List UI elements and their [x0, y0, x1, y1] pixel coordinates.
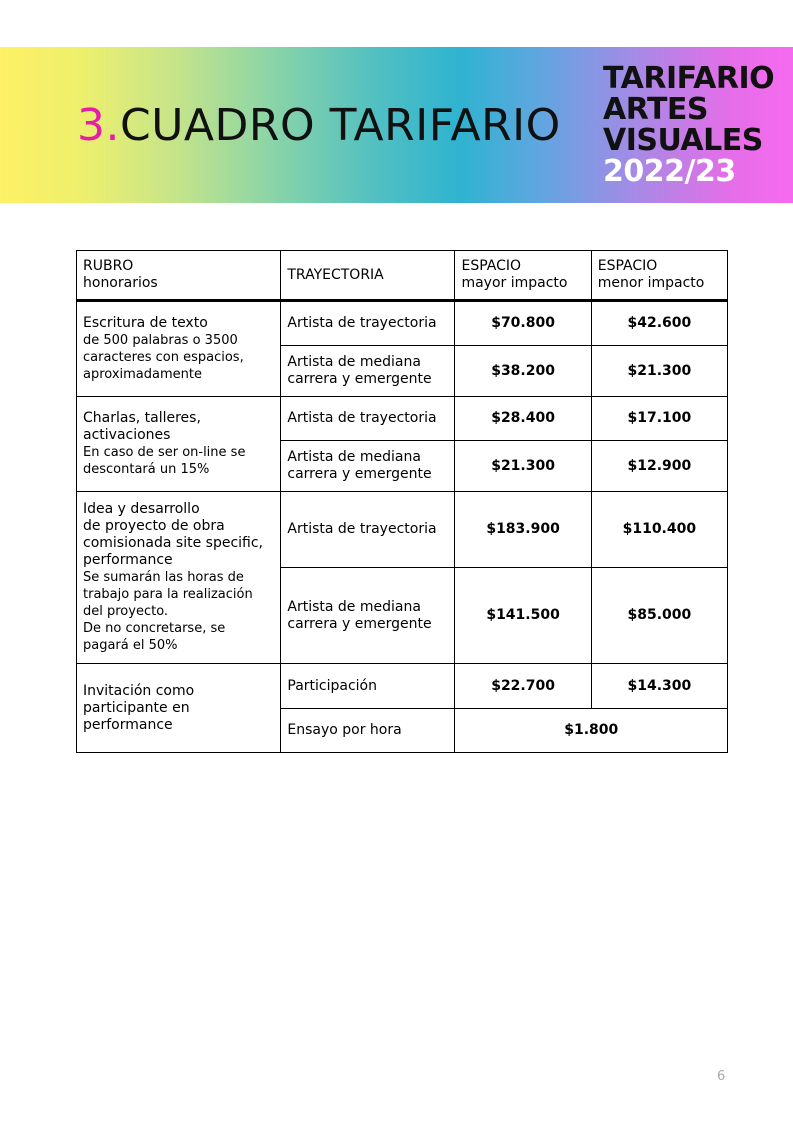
price-menor: $14.300 [591, 664, 727, 709]
rubro-note: Se sumarán las horas de [83, 570, 244, 585]
trayectoria-cell: Artista de trayectoria [281, 301, 455, 346]
rubro-note: De no concretarse, se [83, 621, 226, 636]
header-trayectoria: TRAYECTORIA [281, 251, 455, 301]
price-mayor: $38.200 [455, 346, 591, 397]
rubro-title: Escritura de texto [83, 315, 208, 331]
price-menor: $110.400 [591, 492, 727, 568]
price-menor: $21.300 [591, 346, 727, 397]
header-rubro [77, 251, 281, 301]
rate-table [76, 250, 728, 753]
rubro-note: pagará el 50% [83, 638, 178, 653]
section-title: CUADRO TARIFARIO [119, 100, 561, 151]
header-mayor-label: ESPACIO [461, 258, 522, 274]
header-rubro-label: RUBRO [83, 258, 134, 274]
rubro-note: aproximadamente [83, 367, 202, 382]
table-row [77, 301, 728, 346]
price-mayor: $141.500 [455, 568, 591, 664]
header-rubro-sublabel: honorarios [83, 275, 158, 291]
table-header-row [77, 251, 728, 301]
rubro-title: performance [83, 552, 173, 568]
rubro-title: de proyecto de obra [83, 518, 225, 534]
trayectoria-cell: Artista de mediana carrera y emergente [281, 568, 455, 664]
trayectoria-cell: Artista de trayectoria [281, 397, 455, 441]
price-mayor: $22.700 [455, 664, 591, 709]
rubro-title: participante en [83, 699, 190, 716]
trayectoria-cell: Artista de mediana carrera y emergente [281, 346, 455, 397]
header-menor-impacto [591, 251, 727, 301]
trayectoria-cell: Participación [281, 664, 455, 709]
rubro-title: comisionada site specific, [83, 535, 263, 551]
header-menor-sublabel: menor impacto [597, 275, 705, 291]
rubro-note: En caso de ser on-line se [83, 445, 246, 460]
rubro-note: de 500 palabras o 3500 [83, 333, 238, 348]
rubro-title: Idea y desarrollo [83, 501, 200, 517]
rubro-note: del proyecto. [83, 604, 169, 619]
trayectoria-cell: Artista de mediana carrera y emergente [281, 441, 455, 492]
rubro-note: caracteres con espacios, [83, 350, 244, 365]
rubro-note: descontará un 15% [83, 462, 210, 477]
trayectoria-cell: Artista de trayectoria [281, 492, 455, 568]
rubro-cell-proyecto [77, 492, 281, 664]
price-menor: $12.900 [591, 441, 727, 492]
brand-logo [603, 63, 774, 187]
brand-line-3: VISUALES [603, 123, 763, 158]
table-row [77, 664, 728, 709]
page-number: 6 [717, 1069, 726, 1084]
price-mayor: $21.300 [455, 441, 591, 492]
header-menor-label: ESPACIO [597, 258, 658, 274]
header-mayor-sublabel: mayor impacto [461, 275, 568, 291]
rubro-note: trabajo para la realización [83, 587, 253, 602]
brand-line-1: TARIFARIO [603, 61, 775, 96]
brand-year: 2022/23 [603, 154, 736, 189]
rubro-title: activaciones [83, 427, 171, 443]
rubro-cell-charlas [77, 397, 281, 492]
rubro-title: Charlas, talleres, [83, 410, 201, 426]
price-menor: $85.000 [591, 568, 727, 664]
trayectoria-cell: Ensayo por hora [281, 709, 455, 753]
rubro-title: performance [83, 716, 173, 733]
rubro-title: Invitación como [83, 682, 195, 699]
page-title [77, 100, 561, 152]
section-number: 3. [77, 100, 120, 151]
price-mayor: $183.900 [455, 492, 591, 568]
price-mayor: $70.800 [455, 301, 591, 346]
price-menor: $42.600 [591, 301, 727, 346]
brand-line-2: ARTES [603, 92, 709, 127]
rubro-cell-invitacion [77, 664, 281, 753]
price-combined: $1.800 [455, 709, 728, 753]
table-row [77, 492, 728, 568]
rubro-cell-escritura [77, 301, 281, 397]
table-row [77, 397, 728, 441]
price-menor: $17.100 [591, 397, 727, 441]
price-mayor: $28.400 [455, 397, 591, 441]
header-mayor-impacto [455, 251, 591, 301]
